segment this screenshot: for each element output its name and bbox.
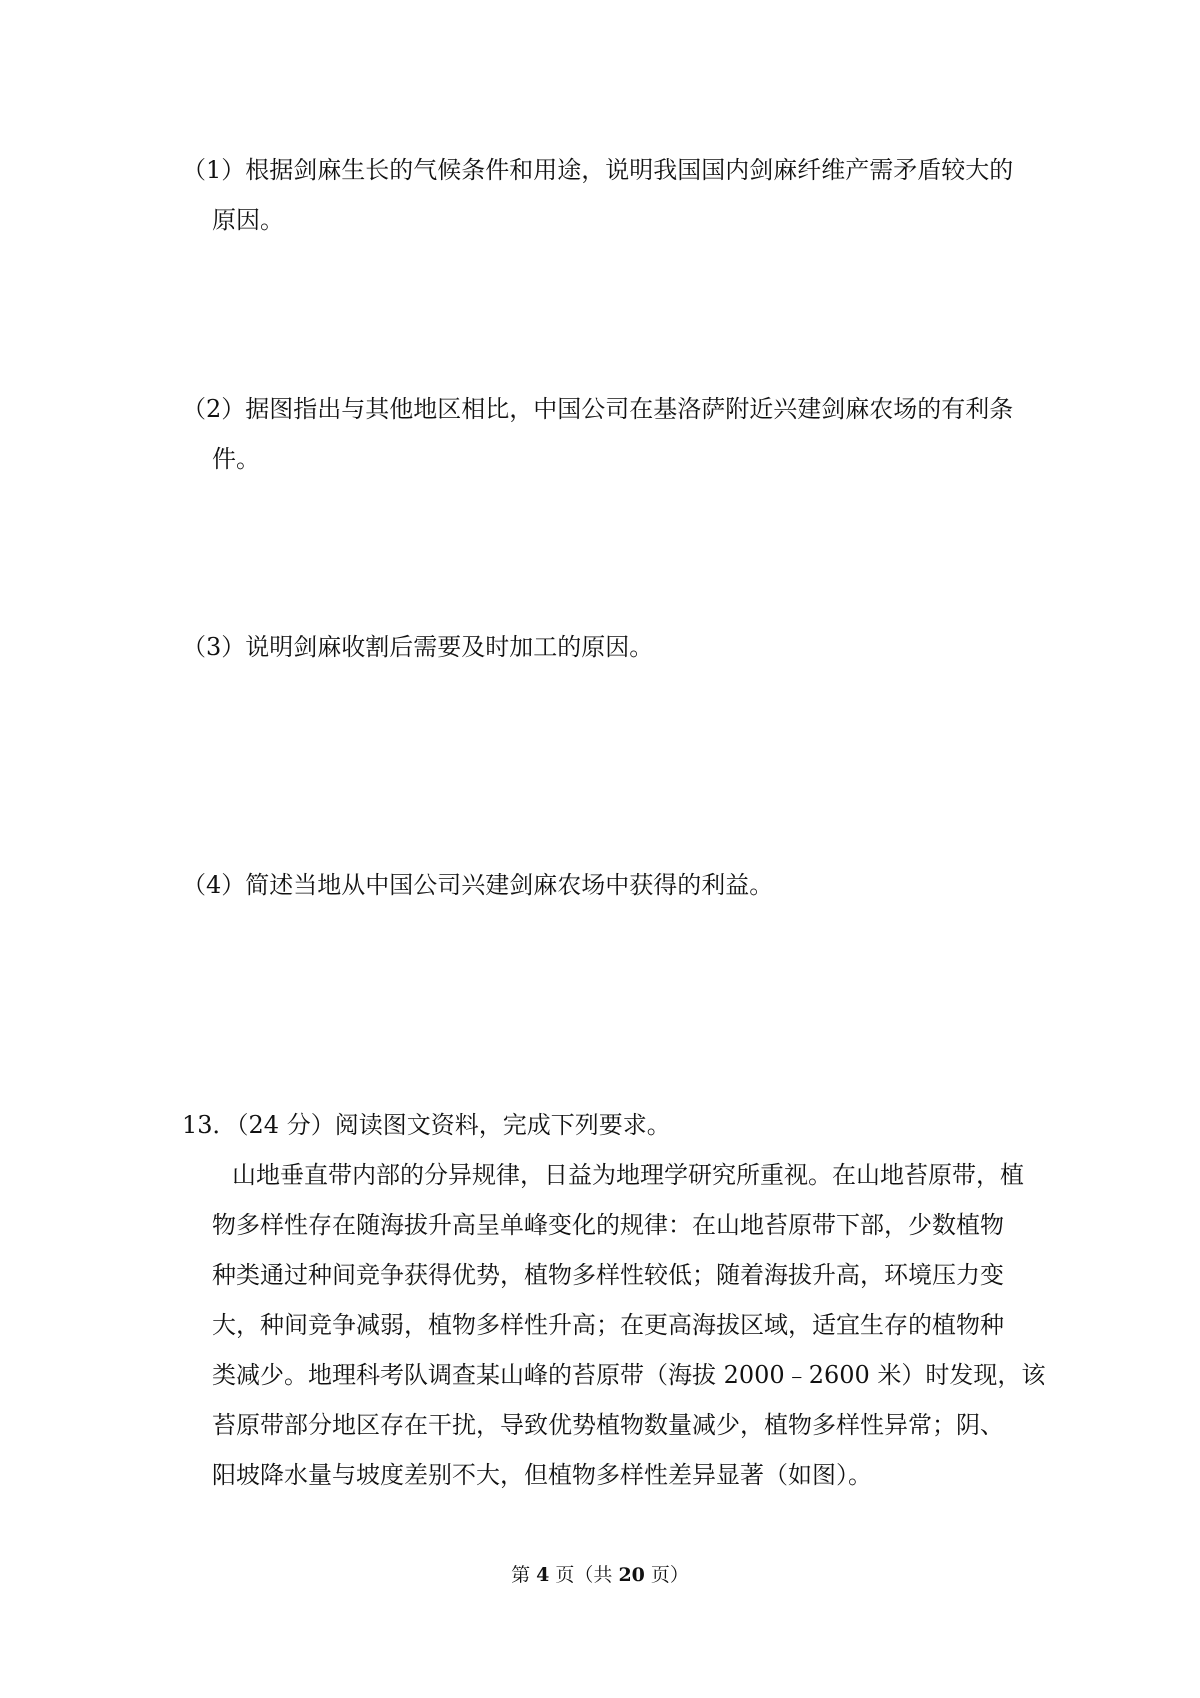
- question-13-paragraph-line: 类减少。地理科考队调查某山峰的苔原带（海拔 2000﹣2600 米）时发现，该: [212, 1361, 1046, 1389]
- question-3: [182, 622, 1032, 672]
- question-2-line-1: （2）据图指出与其他地区相比，中国公司在基洛萨附近兴建剑麻农场的有利条: [182, 395, 1014, 423]
- question-13-paragraph-line: 种类通过种间竞争获得优势，植物多样性较低；随着海拔升高，环境压力变: [212, 1261, 1004, 1289]
- question-13-paragraph-line: 物多样性存在随海拔升高呈单峰变化的规律：在山地苔原带下部，少数植物: [212, 1211, 1004, 1239]
- question-1: [182, 145, 1032, 245]
- footer-total-pages: 20: [618, 1564, 645, 1586]
- footer-suffix: 页）: [644, 1564, 689, 1586]
- question-13-paragraph-line: 大，种间竞争减弱，植物多样性升高；在更高海拔区域，适宜生存的植物种: [212, 1311, 1004, 1339]
- question-3-line-1: （3）说明剑麻收割后需要及时加工的原因。: [182, 633, 654, 661]
- question-4-line-1: （4）简述当地从中国公司兴建剑麻农场中获得的利益。: [182, 871, 774, 899]
- question-13: [182, 1100, 1046, 1500]
- question-2: [182, 384, 1032, 484]
- question-1-line-2: 原因。: [212, 206, 284, 234]
- question-13-paragraph-line: 山地垂直带内部的分异规律，日益为地理学研究所重视。在山地苔原带，植: [232, 1161, 1024, 1189]
- question-13-paragraph-line: 阳坡降水量与坡度差别不大，但植物多样性差异显著（如图）。: [212, 1461, 872, 1489]
- footer-page-number: 4: [536, 1564, 550, 1586]
- question-13-paragraph-line: 苔原带部分地区存在干扰，导致优势植物数量减少，植物多样性异常；阴、: [212, 1411, 1004, 1439]
- page-footer: [0, 1560, 1200, 1590]
- question-4: [182, 860, 1032, 910]
- question-2-line-2: 件。: [212, 445, 260, 473]
- question-1-line-1: （1）根据剑麻生长的气候条件和用途，说明我国国内剑麻纤维产需矛盾较大的: [182, 156, 1014, 184]
- question-13-heading: 13．（24 分）阅读图文资料，完成下列要求。: [182, 1111, 671, 1139]
- footer-middle: 页（共: [549, 1564, 619, 1586]
- footer-prefix: 第: [511, 1564, 537, 1586]
